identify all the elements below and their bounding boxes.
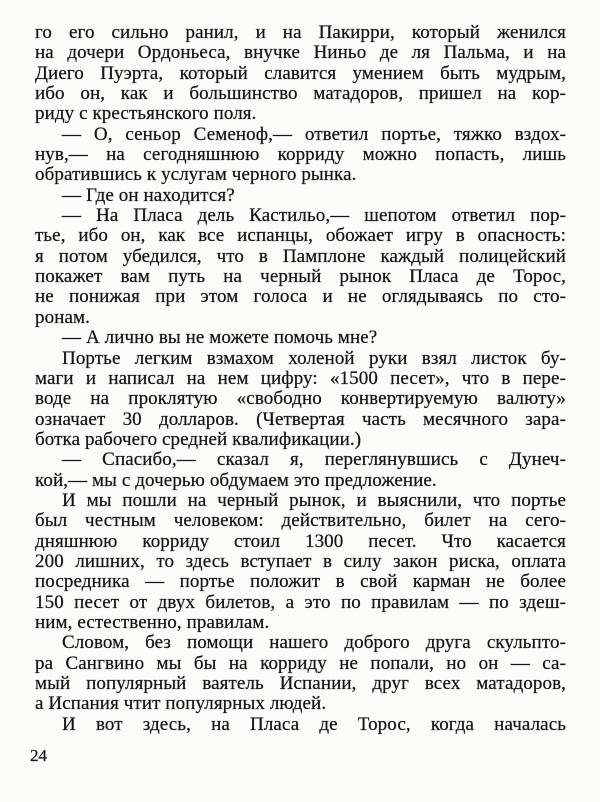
- paragraph: [35, 206, 566, 328]
- text-line: ним, естественно, правилам.: [35, 611, 270, 633]
- text-line: — Где он находится?: [62, 184, 235, 206]
- text-line: И мы пошли на черный рынок, и выяснили, что портье: [62, 489, 566, 511]
- text-line: на дочери Ордоньеса, внучке Ниньо де ля Пальма, и на: [35, 42, 566, 64]
- paragraph: [35, 125, 566, 186]
- text-line: маги и написал на нем цифру: «1500 песет», что в пере-: [35, 367, 566, 389]
- paragraph: [35, 633, 566, 714]
- text-line: 150 песет от двух билетов, а это по правилам — по здеш-: [35, 591, 566, 613]
- text-line: ибо он, как и большинство матадоров, пришел на кор-: [35, 83, 566, 105]
- text-line: я потом убедился, что в Памплоне каждый полицейский: [35, 245, 566, 267]
- text-line: И вот здесь, на Пласа де Торос, когда началась: [62, 713, 566, 735]
- text-line: риду с крестьянского поля.: [35, 103, 257, 125]
- text-line: Словом, без помощи нашего доброго друга скульпто-: [62, 632, 566, 654]
- text-line: ра Сангвино мы бы на корриду не попали, но он — са-: [35, 652, 566, 674]
- text-line: Портье легким взмахом холеной руки взял листок бу-: [62, 347, 566, 369]
- text-line: не понижая при этом голоса и не оглядываясь по сто-: [35, 286, 566, 308]
- paragraph: [35, 450, 566, 491]
- paragraph: [35, 491, 566, 633]
- text-line: воде на проклятую «свободно конвертируемую валюту»: [35, 388, 566, 410]
- text-line: — Спасибо,— сказал я, переглянувшись с Дунеч-: [62, 449, 566, 471]
- paragraph: [35, 328, 566, 348]
- paragraph: [35, 23, 566, 125]
- text-line: тье, ибо он, как все испанцы, обожает игру в опасность:: [35, 225, 566, 247]
- text-line: — А лично вы не можете помочь мне?: [62, 327, 378, 349]
- text-line: означает 30 долларов. (Четвертая часть месячного зара-: [35, 408, 566, 430]
- text-line: — На Пласа дель Кастильо,— шепотом ответил пор-: [62, 205, 566, 227]
- text-line: — О, сеньор Семеноф,— ответил портье, тяжко вздох-: [62, 123, 566, 145]
- text-line: обратившись к услугам черного рынка.: [35, 164, 357, 186]
- paragraph: [35, 715, 566, 735]
- text-line: 200 лишних, то здесь вступает в силу закон риска, оплата: [35, 550, 566, 572]
- paragraph: [35, 349, 566, 451]
- text-line: Диего Пуэрта, который славится умением быть мудрым,: [35, 62, 566, 84]
- text-line: ронам.: [35, 306, 90, 328]
- text-line: нув,— на сегодняшнюю корриду можно попасть, лишь: [35, 144, 566, 166]
- text-line: покажет вам путь на черный рынок Пласа де Торос,: [35, 266, 566, 288]
- page-text: [35, 23, 566, 735]
- text-line: кой,— мы с дочерью обдумаем это предложение.: [35, 469, 437, 491]
- paragraph: [35, 186, 566, 206]
- text-line: го его сильно ранил, и на Пакирри, который женился: [35, 22, 566, 43]
- text-line: посредника — портье положит в свой карман не более: [35, 571, 566, 593]
- text-line: мый популярный ваятель Испании, друг всех матадоров,: [35, 673, 566, 694]
- page-number: 24: [30, 746, 47, 765]
- text-line: ботка рабочего средней квалификации.): [35, 428, 362, 450]
- text-line: был честным человеком: действительно, билет на сего-: [35, 510, 566, 532]
- text-line: а Испания чтит популярных людей.: [35, 693, 327, 715]
- text-line: дняшнюю корриду стоил 1300 песет. Что касается: [35, 530, 566, 552]
